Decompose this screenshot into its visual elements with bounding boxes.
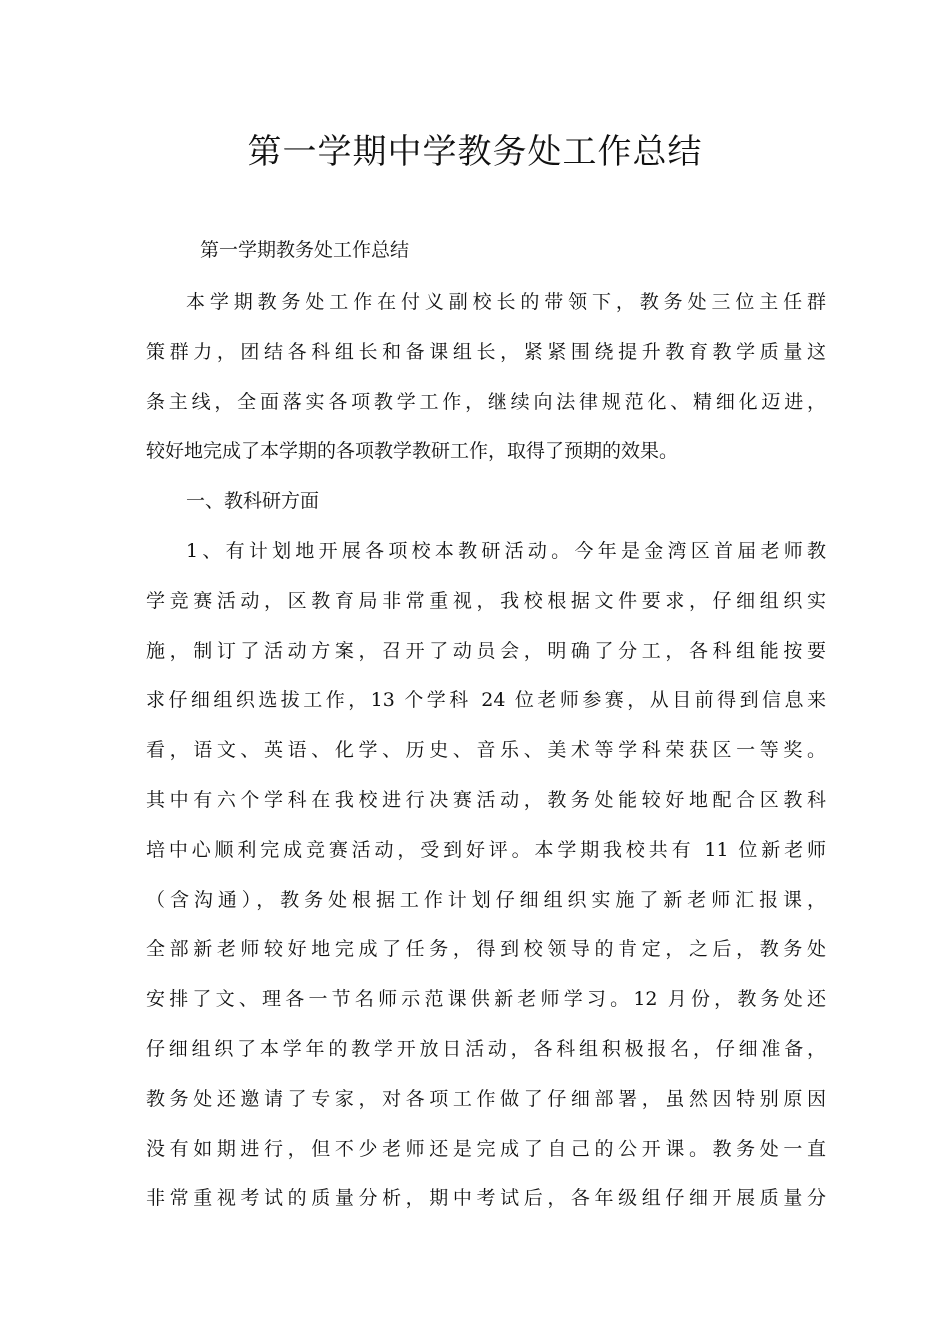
body-line: 培中心顺利完成竞赛活动，受到好评。本学期我校共有 11 位新老师 <box>146 838 826 861</box>
body-line: 策群力，团结各科组长和备课组长，紧紧围绕提升教育教学质量这 <box>146 340 826 363</box>
body-line: 本学期教务处工作在付义副校长的带领下，教务处三位主任群 <box>186 291 826 313</box>
body-line: 条主线，全面落实各项教学工作，继续向法律规范化、精细化迈进， <box>146 390 826 413</box>
body-line: 全部新老师较好地完成了任务，得到校领导的肯定，之后，教务处 <box>146 938 826 961</box>
body-line: 一、教科研方面 <box>186 490 320 513</box>
body-line: 求仔细组织选拔工作，13 个学科 24 位老师参赛，从目前得到信息来 <box>146 689 826 712</box>
body-line: 1、有计划地开展各项校本教研活动。今年是金湾区首届老师教 <box>186 539 826 562</box>
body-line: 看，语文、英语、化学、历史、音乐、美术等学科荣获区一等奖。 <box>146 739 826 762</box>
body-line: 非常重视考试的质量分析，期中考试后，各年级组仔细开展质量分 <box>146 1187 826 1210</box>
body-line: （含沟通），教务处根据工作计划仔细组织实施了新老师汇报课， <box>146 888 826 911</box>
body-line: 教务处还邀请了专家，对各项工作做了仔细部署，虽然因特别原因 <box>146 1087 826 1110</box>
body-line: 学竞赛活动，区教育局非常重视，我校根据文件要求，仔细组织实 <box>146 589 826 612</box>
body-line: 其中有六个学科在我校进行决赛活动，教务处能较好地配合区教科 <box>146 788 826 811</box>
body-line: 施，制订了活动方案，召开了动员会，明确了分工，各科组能按要 <box>146 639 826 662</box>
document-body <box>146 278 826 1224</box>
document-title: 第一学期中学教务处工作总结 <box>247 132 703 172</box>
body-line: 较好地完成了本学期的各项教学教研工作，取得了预期的效果。 <box>146 440 679 463</box>
body-line: 仔细组织了本学年的教学开放日活动，各科组积极报名，仔细准备， <box>146 1037 826 1060</box>
body-line: 安排了文、理各一节名师示范课供新老师学习。12 月份，教务处还 <box>146 988 826 1011</box>
body-line: 没有如期进行，但不少老师还是完成了自己的公开课。教务处一直 <box>146 1137 826 1160</box>
document-subtitle: 第一学期教务处工作总结 <box>200 239 410 261</box>
